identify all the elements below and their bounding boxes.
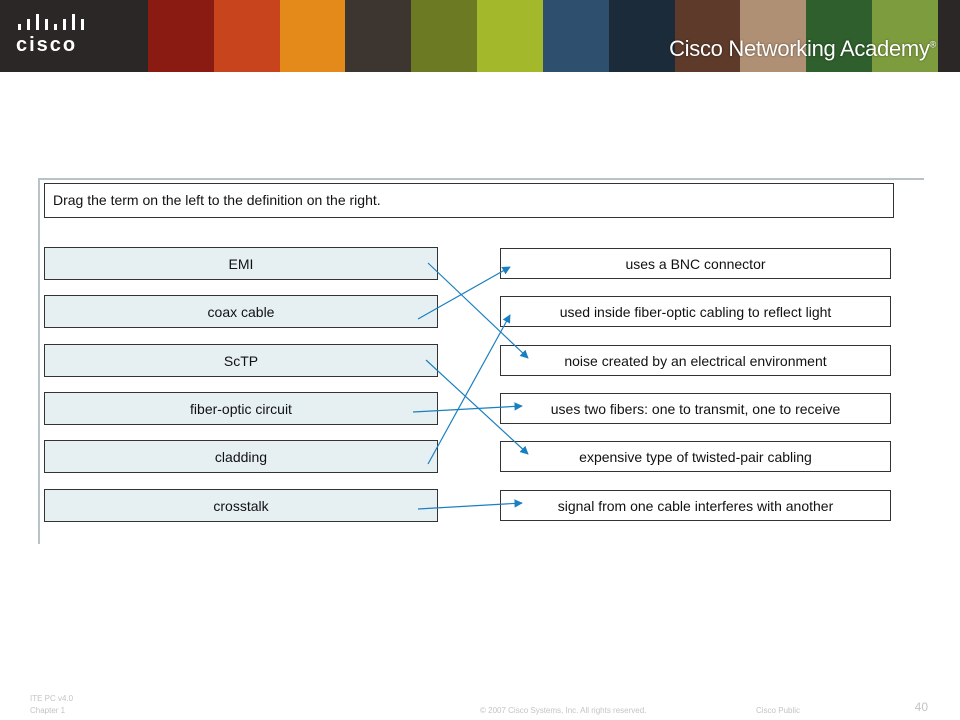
term-emi[interactable]: EMI	[44, 247, 438, 280]
definition-two-fibers[interactable]: uses two fibers: one to transmit, one to receive	[500, 393, 891, 424]
definition-reflect-light[interactable]: used inside fiber-optic cabling to reflect light	[500, 296, 891, 327]
academy-title	[669, 36, 936, 62]
banner-photo-tile	[280, 0, 346, 72]
banner-photo-tile	[477, 0, 543, 72]
banner-photo-tile	[148, 0, 214, 72]
cisco-logo-text: cisco	[16, 34, 78, 56]
header-banner	[0, 0, 960, 72]
definition-expensive-twisted-pair[interactable]: expensive type of twisted-pair cabling	[500, 441, 891, 472]
cisco-bars-icon	[18, 14, 90, 34]
term-cladding[interactable]: cladding	[44, 440, 438, 473]
definition-signal-interference[interactable]: signal from one cable interferes with another	[500, 490, 891, 521]
term-fiber-optic-circuit[interactable]: fiber-optic circuit	[44, 392, 438, 425]
term-sctp[interactable]: ScTP	[44, 344, 438, 377]
footer-course: ITE PC v4.0	[30, 694, 74, 703]
banner-photo-tile	[609, 0, 675, 72]
academy-title-text: Cisco Networking Academy	[669, 36, 930, 61]
banner-photo-tile	[345, 0, 411, 72]
footer-copyright: © 2007 Cisco Systems, Inc. All rights reserved.	[480, 706, 647, 715]
term-coax-cable[interactable]: coax cable	[44, 295, 438, 328]
banner-photo-tile	[214, 0, 280, 72]
banner-photo-tile	[411, 0, 477, 72]
page-number: 40	[914, 700, 928, 714]
definition-electrical-noise[interactable]: noise created by an electrical environment	[500, 345, 891, 376]
instruction-box: Drag the term on the left to the definition on the right.	[44, 183, 894, 218]
footer-chapter: Chapter 1	[30, 706, 66, 715]
definition-bnc-connector[interactable]: uses a BNC connector	[500, 248, 891, 279]
cisco-logo	[14, 12, 94, 60]
term-crosstalk[interactable]: crosstalk	[44, 489, 438, 522]
banner-photo-tile	[543, 0, 609, 72]
footer-classification: Cisco Public	[756, 706, 801, 715]
registered-mark: ®	[929, 39, 936, 50]
